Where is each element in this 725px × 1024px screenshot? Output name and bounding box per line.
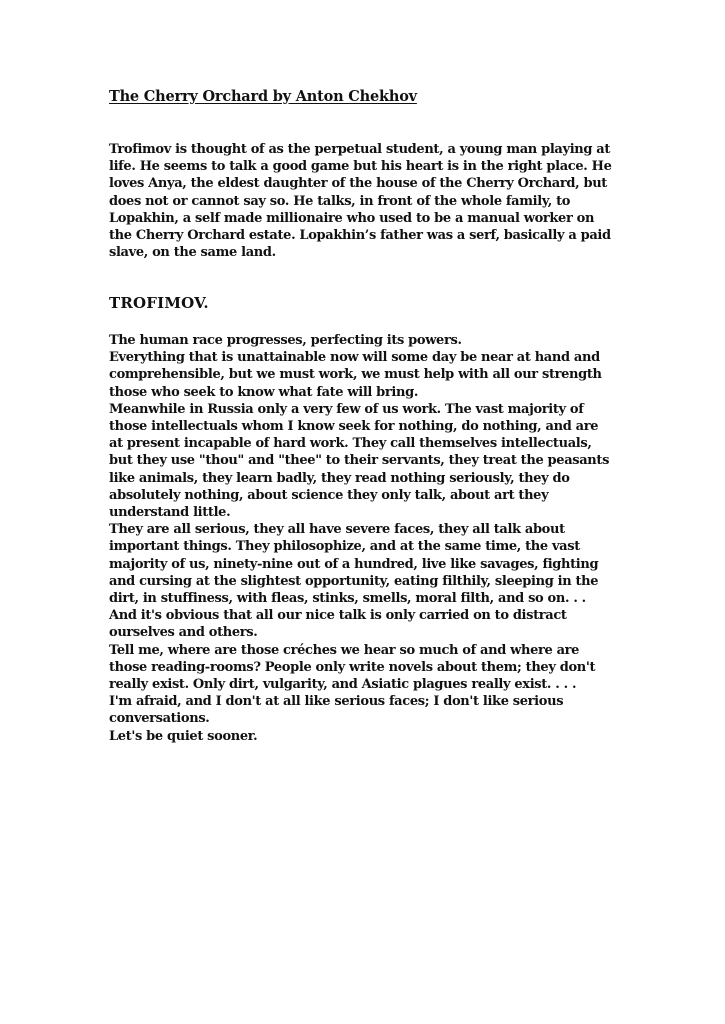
speech-paragraph: Meanwhile in Russia only a very few of us work. The vast majority of those intellectuals whom I know seek for nothing, do nothing, and are at present incapable of hard work. They call themselves intellectuals, but they use "thou" and "thee" to their servants, they treat the peasants like animals, they learn badly, they read nothing seriously, they do absolutely nothing, about science they only talk, about art they understand little. bbox=[109, 401, 610, 521]
speech-block bbox=[109, 332, 614, 745]
speech-paragraph: They are all serious, they all have severe faces, they all talk about important things. They philosophize, and at the same time, the vast majority of us, ninety-nine out of a hundred, live like savages, fighting and cursing at the slightest opportunity, eating filthily, sleeping in the dirt, in stuffiness, with fleas, stinks, smells, moral filth, and so on. . . And it's obvious that all our nice talk is only carried on to distract ourselves and others. bbox=[109, 522, 599, 641]
speech-paragraph: Everything that is unattainable now will some day be near at hand and comprehensible, but we must work, we must help with all our strength those who seek to know what fate will bring. bbox=[109, 350, 602, 400]
document-page bbox=[109, 88, 614, 744]
speaker-heading: TROFIMOV. bbox=[109, 294, 209, 312]
speech-paragraph: I'm afraid, and I don't at all like serious faces; I don't like serious conversations. bbox=[109, 694, 564, 727]
speech-paragraph: Tell me, where are those créches we hear so much of and where are those reading-rooms? People only write novels about them; they don't really exist. Only dirt, vulgarity, and Asiatic plagues really exist. . . . bbox=[109, 642, 596, 693]
speech-paragraph: Let's be quiet sooner. bbox=[109, 728, 258, 744]
intro-paragraph: Trofimov is thought of as the perpetual student, a young man playing at life. He seems to talk a good game but his heart is in the right place. He loves Anya, the eldest daughter of the house of the Cherry Orchard, but does not or cannot say so. He talks, in front of the whole family, to Lopakhin, a self made millionaire who used to be a manual worker on the Cherry Orchard estate. Lopakhin’s father was a serf, basically a paid slave, on the same land. bbox=[109, 142, 612, 261]
document-title: The Cherry Orchard by Anton Chekhov bbox=[109, 88, 417, 105]
speech-paragraph: The human race progresses, perfecting its powers. bbox=[109, 333, 462, 348]
